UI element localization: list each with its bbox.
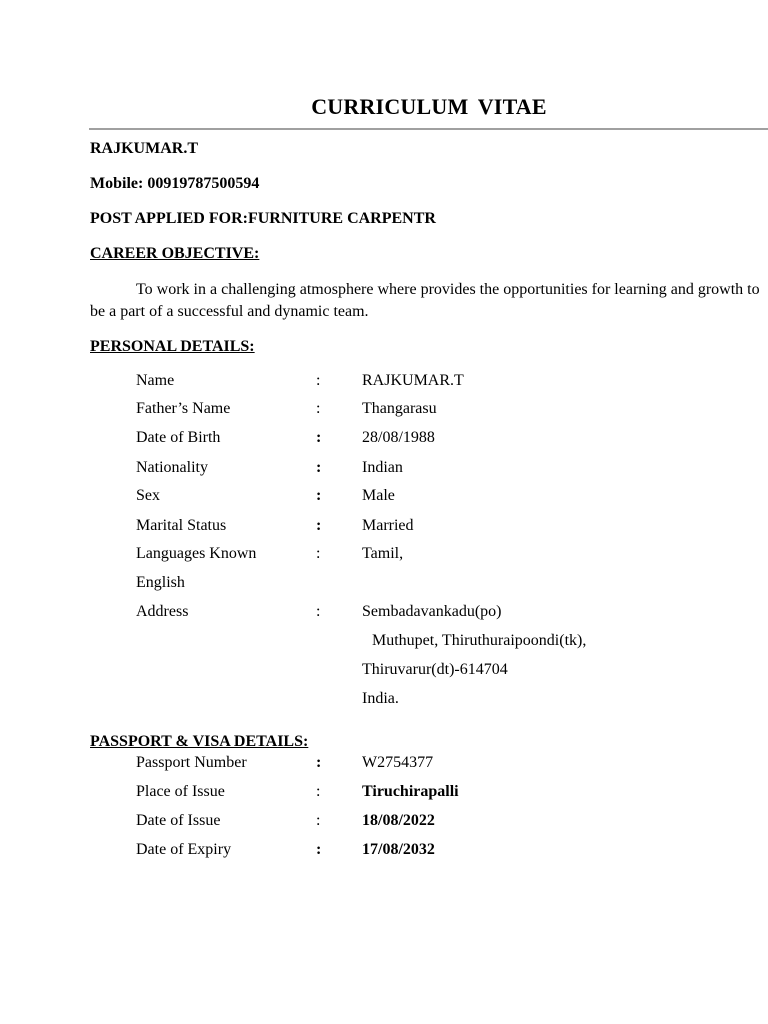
row-value: W2754377 — [362, 754, 434, 771]
address-label: Address — [136, 603, 189, 620]
row-label: Marital Status — [136, 517, 227, 534]
row-colon: : — [316, 545, 321, 562]
title-divider — [89, 128, 768, 130]
row-label: Place of Issue — [136, 783, 225, 800]
document-title: CURRICULUM VITAE — [311, 94, 547, 119]
career-objective-heading: CAREER OBJECTIVE: — [90, 245, 260, 262]
row-colon: : — [316, 400, 321, 417]
row-label: Father’s Name — [136, 400, 231, 417]
address-line: Thiruvarur(dt)-614704 — [362, 661, 508, 678]
row-label: Date of Issue — [136, 812, 221, 829]
row-colon: : — [316, 841, 322, 858]
career-objective-text: To work in a challenging atmosphere where provides the opportunities for learning and growth to be a part of a successful and dynamic team. — [90, 281, 760, 320]
row-value: Tiruchirapalli — [362, 783, 459, 800]
post-applied: POST APPLIED FOR:FURNITURE CARPENTR — [90, 210, 436, 227]
row-colon: : — [316, 487, 322, 504]
row-label: Name — [136, 372, 175, 389]
row-colon: : — [316, 517, 322, 534]
address-line: Muthupet, Thiruthuraipoondi(tk), — [372, 632, 587, 649]
row-label: Sex — [136, 487, 160, 504]
row-value: Married — [362, 517, 414, 534]
row-label: Nationality — [136, 459, 208, 476]
row-value: 18/08/2022 — [362, 812, 435, 829]
address-line: Sembadavankadu(po) — [362, 603, 502, 620]
row-colon: : — [316, 459, 322, 476]
row-label: Date of Birth — [136, 429, 221, 446]
row-value: 17/08/2032 — [362, 841, 435, 858]
mobile-line: Mobile: 00919787500594 — [90, 175, 260, 192]
row-colon: : — [316, 783, 321, 800]
row-value: Tamil, — [362, 545, 404, 562]
row-value: Thangarasu — [362, 400, 437, 417]
row-colon: : — [316, 812, 321, 829]
row-value: RAJKUMAR.T — [362, 372, 464, 389]
row-colon: : — [316, 429, 322, 446]
personal-details-heading: PERSONAL DETAILS: — [90, 338, 255, 355]
passport-details-heading: PASSPORT & VISA DETAILS: — [90, 733, 309, 750]
candidate-name: RAJKUMAR.T — [90, 140, 198, 157]
row-value: Male — [362, 487, 395, 504]
row-label: Languages Known — [136, 545, 257, 562]
address-colon: : — [316, 603, 321, 620]
address-line: India. — [362, 690, 399, 707]
row-label: Passport Number — [136, 754, 247, 771]
row-value: Indian — [362, 459, 403, 476]
row-label: Date of Expiry — [136, 841, 232, 858]
language-english: English — [136, 574, 185, 591]
row-value: 28/08/1988 — [362, 429, 435, 446]
row-colon: : — [316, 754, 322, 771]
row-colon: : — [316, 372, 321, 389]
